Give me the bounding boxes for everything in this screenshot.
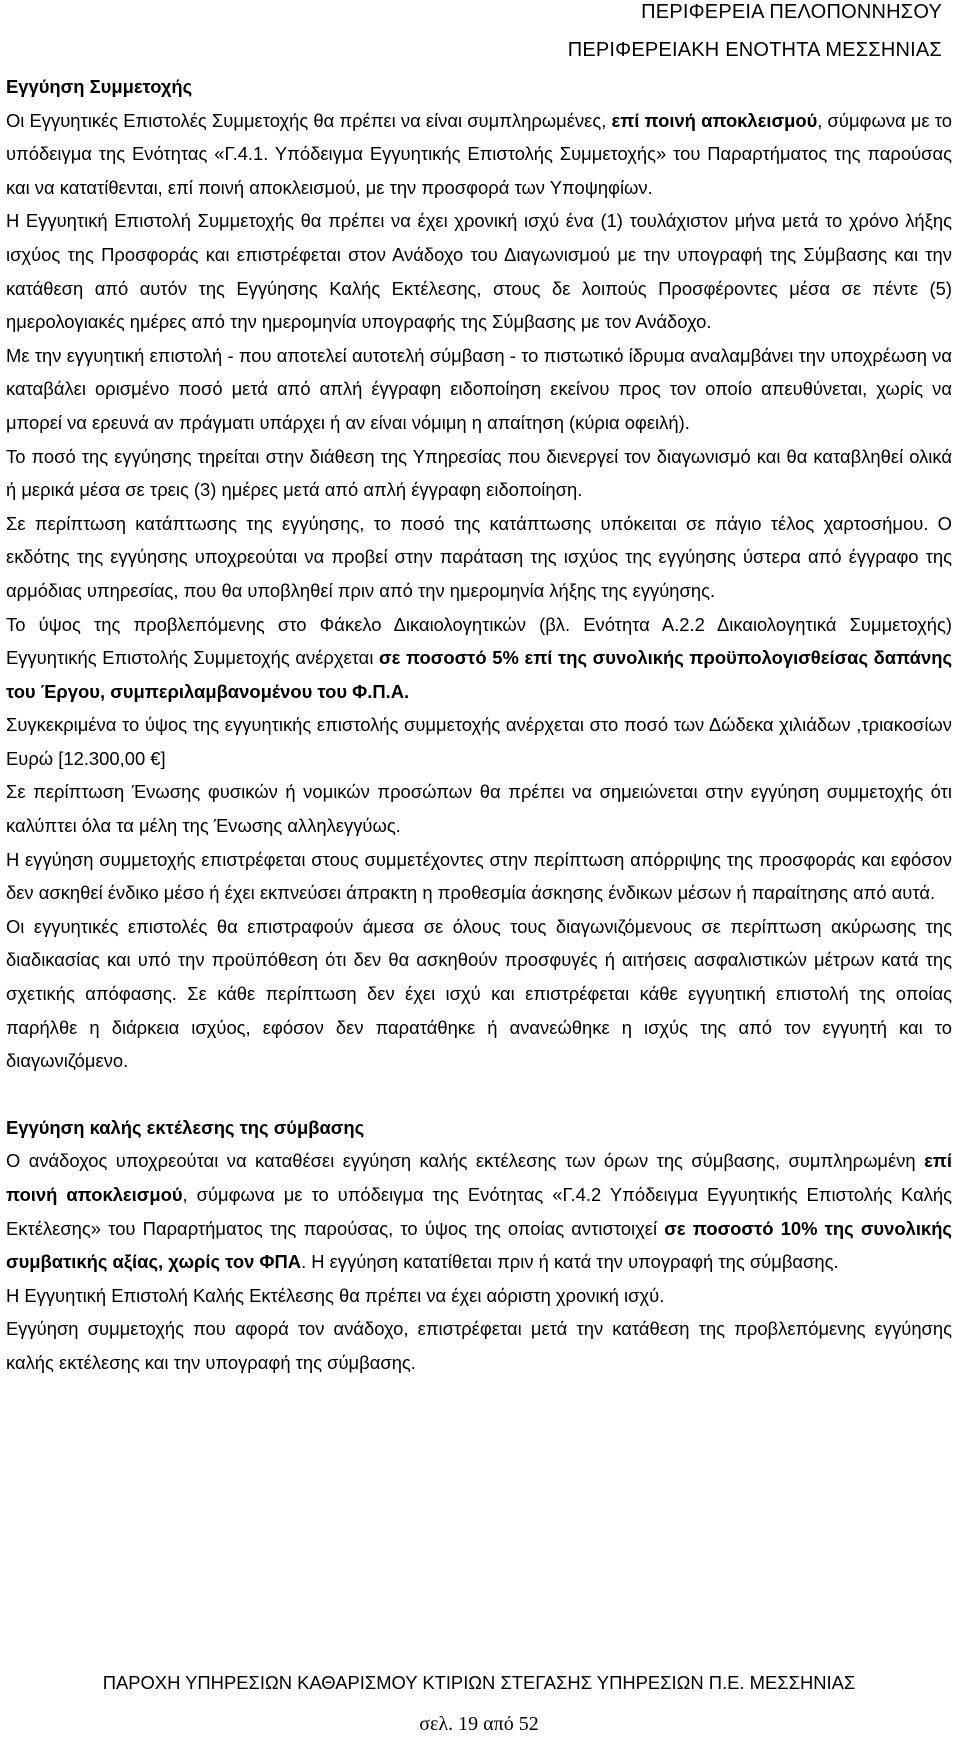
paragraph: Οι εγγυητικές επιστολές θα επιστραφούν άμεσα σε όλους τους διαγωνιζόμενους σε περίπτωση ακύρωσης της διαδικασίας και υπό την προϋπόθεση ότι δεν θα ασκηθούν προσφυγές ή αιτήσεις ασφαλιστικών μέτρων κατά της σχετικής απόφασης. Σε κάθε περίπτωση δεν έχει ισχύ και επιστρέφεται κάθε εγγυητική επιστολή της οποίας παρήλθε η διάρκεια ισχύος, εφόσον δεν παρατάθηκε ή ανανεώθηκε η ισχύς της από τον εγγυητή και το διαγωνιζόμενο. [6,915,952,1072]
paragraph: Ο ανάδοχος υποχρεούται να καταθέσει εγγύηση καλής εκτέλεσης των όρων της σύμβασης, συμπληρωμένη επί ποινή αποκλεισμού, σύμφωνα με το υπόδειγμα της Ενότητας «Γ.4.2 Υπόδειγμα Εγγυητικής Επιστολής Καλής Εκτέλεσης» του Παραρτήματος της παρούσας, το ύψος της οποίας αντιστοιχεί σε ποσοστό 10% της συνολικής συμβατικής αξίας, χωρίς τον ΦΠΑ. Η εγγύηση κατατίθεται πριν ή κατά την υπογραφή της σύμβασης. [6,1150,952,1273]
document-page [6,0,952,1748]
paragraph: Σε περίπτωση Ένωσης φυσικών ή νομικών προσώπων θα πρέπει να σημειώνεται στην εγγύηση συμμετοχής ότι καλύπτει όλα τα μέλη της Ένωσης αλληλεγγύως. [6,781,952,837]
paragraph: Το ύψος της προβλεπόμενης στο Φάκελο Δικαιολογητικών (βλ. Ενότητα Α.2.2 Δικαιολογητικά Συμμετοχής) Εγγυητικής Επιστολής Συμμετοχής ανέρχεται σε ποσοστό 5% επί της συνολικής προϋπολογισθείσας δαπάνης του Έργου, συμπεριλαμβανομένου του Φ.Π.Α. [6,613,953,702]
header-regional-unit: ΠΕΡΙΦΕΡΕΙΑΚΗ ΕΝΟΤΗΤΑ ΜΕΣΣΗΝΙΑΣ [567,39,942,61]
paragraph: Η Εγγυητική Επιστολή Καλής Εκτέλεσης θα πρέπει να έχει αόριστη χρονική ισχύ. [6,1284,665,1306]
document-body [6,70,952,1380]
page-number: σελ. 19 από 52 [419,1713,539,1735]
header-region: ΠΕΡΙΦΕΡΕΙΑ ΠΕΛΟΠΟΝΝΗΣΟΥ [641,1,942,23]
paragraph: Η Εγγυητική Επιστολή Συμμετοχής θα πρέπει να έχει χρονική ισχύ ένα (1) τουλάχιστον μήνα μετά το χρόνο λήξης ισχύος της Προσφοράς και επιστρέφεται στον Ανάδοχο του Διαγωνισμού με την υπογραφή της Σύμβασης και την κατάθεση από αυτόν της Εγγύησης Καλής Εκτέλεσης, στους δε λοιπούς Προσφέροντες μέσα σε πέντε (5) ημερολογιακές ημέρες από την ημερομηνία υπογραφής της Σύμβασης με τον Ανάδοχο. [6,210,952,333]
paragraph: Με την εγγυητική επιστολή - που αποτελεί αυτοτελή σύμβαση - το πιστωτικό ίδρυμα αναλαμβάνει την υποχρέωση να καταβάλει ορισμένο ποσό μετά από απλή έγγραφη ειδοποίηση εκείνου προς τον οποίο απευθύνεται, χωρίς να μπορεί να ερευνά αν πράγματι υπάρχει ή αν είναι νόμιμη η απαίτηση (κύρια οφειλή). [6,344,952,433]
footer-project-title: ΠΑΡΟΧΗ ΥΠΗΡΕΣΙΩΝ ΚΑΘΑΡΙΣΜΟΥ ΚΤΙΡΙΩΝ ΣΤΕΓΑΣΗΣ ΥΠΗΡΕΣΙΩΝ Π.Ε. ΜΕΣΣΗΝΙΑΣ [102,1672,856,1693]
paragraph: Σε περίπτωση κατάπτωσης της εγγύησης, το ποσό της κατάπτωσης υπόκειται σε πάγιο τέλος χαρτοσήμου. Ο εκδότης της εγγύησης υποχρεούται να προβεί στην παράταση της ισχύος της εγγύησης ύστερα από έγγραφο της αρμόδιας υπηρεσίας, που θα υποβληθεί πριν από την ημερομηνία λήξης της εγγύησης. [6,512,952,601]
section-heading-performance-guarantee: Εγγύηση καλής εκτέλεσης της σύμβασης [6,1116,365,1138]
paragraph: Το ποσό της εγγύησης τηρείται στην διάθεση της Υπηρεσίας που διενεργεί τον διαγωνισμό και θα καταβληθεί ολικά ή μερικά μέσα σε τρεις (3) ημέρες μετά από απλή έγγραφη ειδοποίηση. [6,445,952,501]
paragraph: Η εγγύηση συμμετοχής επιστρέφεται στους συμμετέχοντες στην περίπτωση απόρριψης της προσφοράς και εφόσον δεν ασκηθεί ένδικο μέσο ή έχει εκπνεύσει άπρακτη η προθεσμία άσκησης ένδικων μέσων ή παραίτησης από αυτά. [6,848,952,904]
paragraph: Συγκεκριμένα το ύψος της εγγυητικής επιστολής συμμετοχής ανέρχεται στο ποσό των Δώδεκα χιλιάδων ,τριακοσίων Ευρώ [12.300,00 €] [6,714,952,769]
section-spacer [6,1078,952,1111]
paragraph: Οι Εγγυητικές Επιστολές Συμμετοχής θα πρέπει να είναι συμπληρωμένες, επί ποινή αποκλεισμού, σύμφωνα με το υπόδειγμα της Ενότητας «Γ.4.1. Υπόδειγμα Εγγυητικής Επιστολής Συμμετοχής» του Παραρτήματος της παρούσας και να κατατίθενται, επί ποινή αποκλεισμού, με την προσφορά των Υποψηφίων. [6,109,952,198]
paragraph: Εγγύηση συμμετοχής που αφορά τον ανάδοχο, επιστρέφεται μετά την κατάθεση της προβλεπόμενης εγγύησης καλής εκτέλεσης και την υπογραφή της σύμβασης. [6,1318,952,1373]
section-heading-participation-guarantee: Εγγύηση Συμμετοχής [6,76,193,97]
